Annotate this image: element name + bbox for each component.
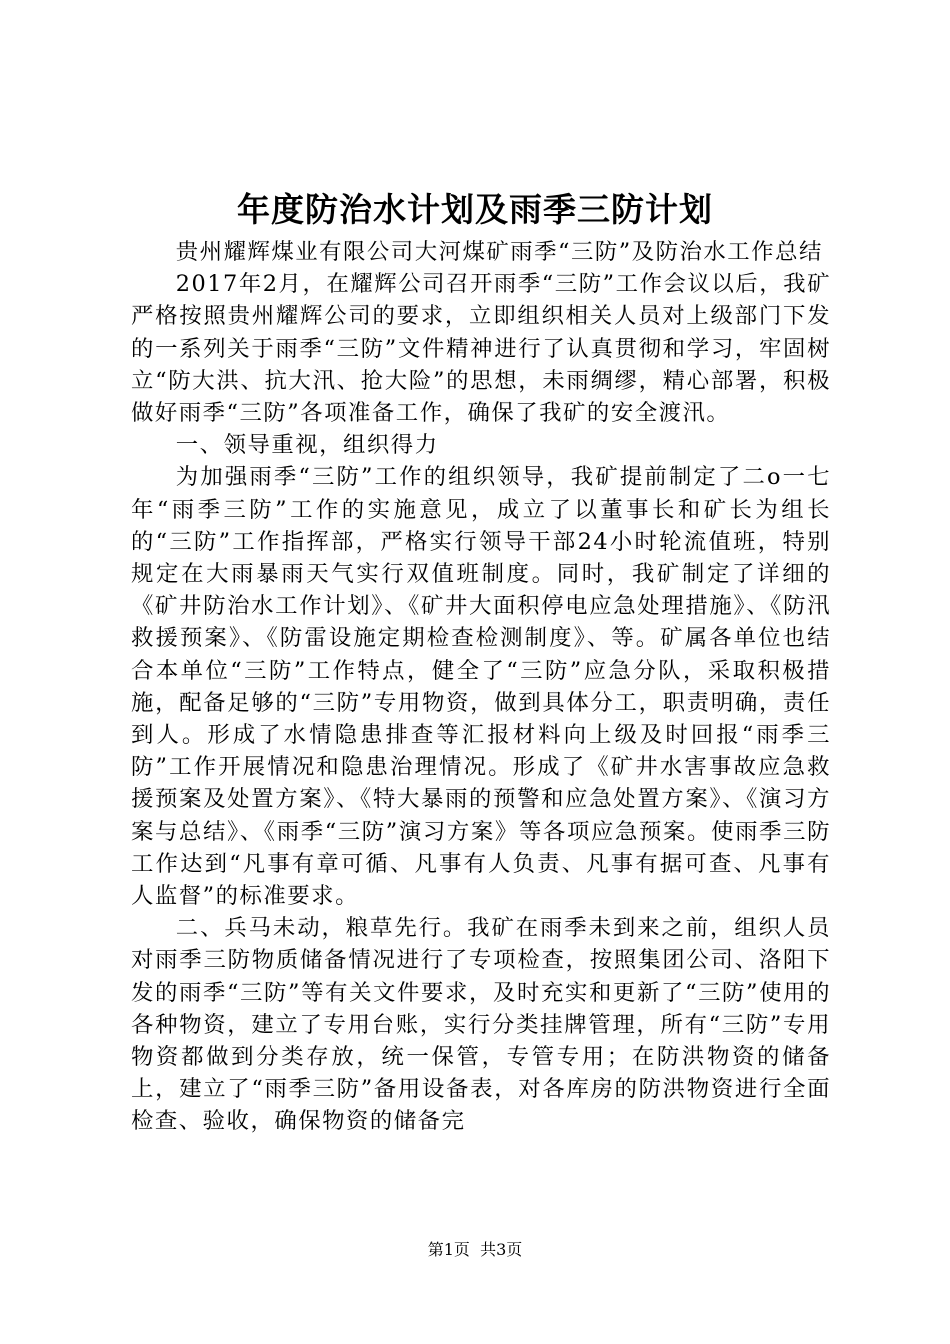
paragraph-section-2: 二、兵马未动，粮草先行。我矿在雨季未到来之前，组织人员对雨季三防物质储备情况进行了专项检查，按照集团公司、洛阳下发的雨季“三防”等有关文件要求，及时充实和更新了“三防”使用的各种物资，建立了专用台账，实行分类挂牌管理，所有“三防”专用物资都做到分类存放，统一保管，专管专用；在防洪物资的储备上，建立了“雨季三防”备用设备表，对各库房的防洪物资进行全面检查、验收，确保物资的储备完 [131, 915, 831, 1135]
document-body [131, 236, 831, 1138]
page-number: 第1页 [427, 1240, 470, 1259]
paragraph-section-1: 为加强雨季“三防”工作的组织领导，我矿提前制定了二o一七年“雨季三防”工作的实施意见，成立了以董事长和矿长为组长的“三防”工作指挥部，严格实行领导干部24小时轮流值班，特别规定在大雨暴雨天气实行双值班制度。同时，我矿制定了详细的《矿井防治水工作计划》、《矿井大面积停电应急处理措施》、《防汛救援预案》、《防雷设施定期检查检测制度》、等。矿属各单位也结合本单位“三防”工作特点，健全了“三防”应急分队，采取积极措施，配备足够的“三防”专用物资，做到具体分工，职责明确，责任到人。形成了水情隐患排查等汇报材料向上级及时回报“雨季三防”工作开展情况和隐患治理情况。形成了《矿井水害事故应急救援预案及处置方案》、《特大暴雨的预警和应急处置方案》、《演习方案与总结》、《雨季“三防”演习方案》等各项应急预案。使雨季三防工作达到“凡事有章可循、凡事有人负责、凡事有据可查、凡事有人监督”的标准要求。 [131, 464, 831, 910]
section-heading-1: 一、领导重视，组织得力 [175, 432, 439, 459]
page-footer [0, 1240, 950, 1260]
paragraph-intro: 2017年2月，在耀辉公司召开雨季“三防”工作会议以后，我矿严格按照贵州耀辉公司的要求，立即组织相关人员对上级部门下发的一系列关于雨季“三防”文件精神进行了认真贯彻和学习，牢固树立“防大洪、抗大汛、抢大险”的思想，未雨绸缪，精心部署，积极做好雨季“三防”各项准备工作，确保了我矿的安全渡汛。 [131, 271, 831, 427]
paragraph-subtitle: 贵州耀辉煤业有限公司大河煤矿雨季“三防”及防治水工作总结 [175, 239, 823, 265]
document-title: 年度防治水计划及雨季三防计划 [237, 190, 713, 229]
footer-spacer [470, 1240, 480, 1259]
total-pages: 共3页 [480, 1240, 523, 1259]
